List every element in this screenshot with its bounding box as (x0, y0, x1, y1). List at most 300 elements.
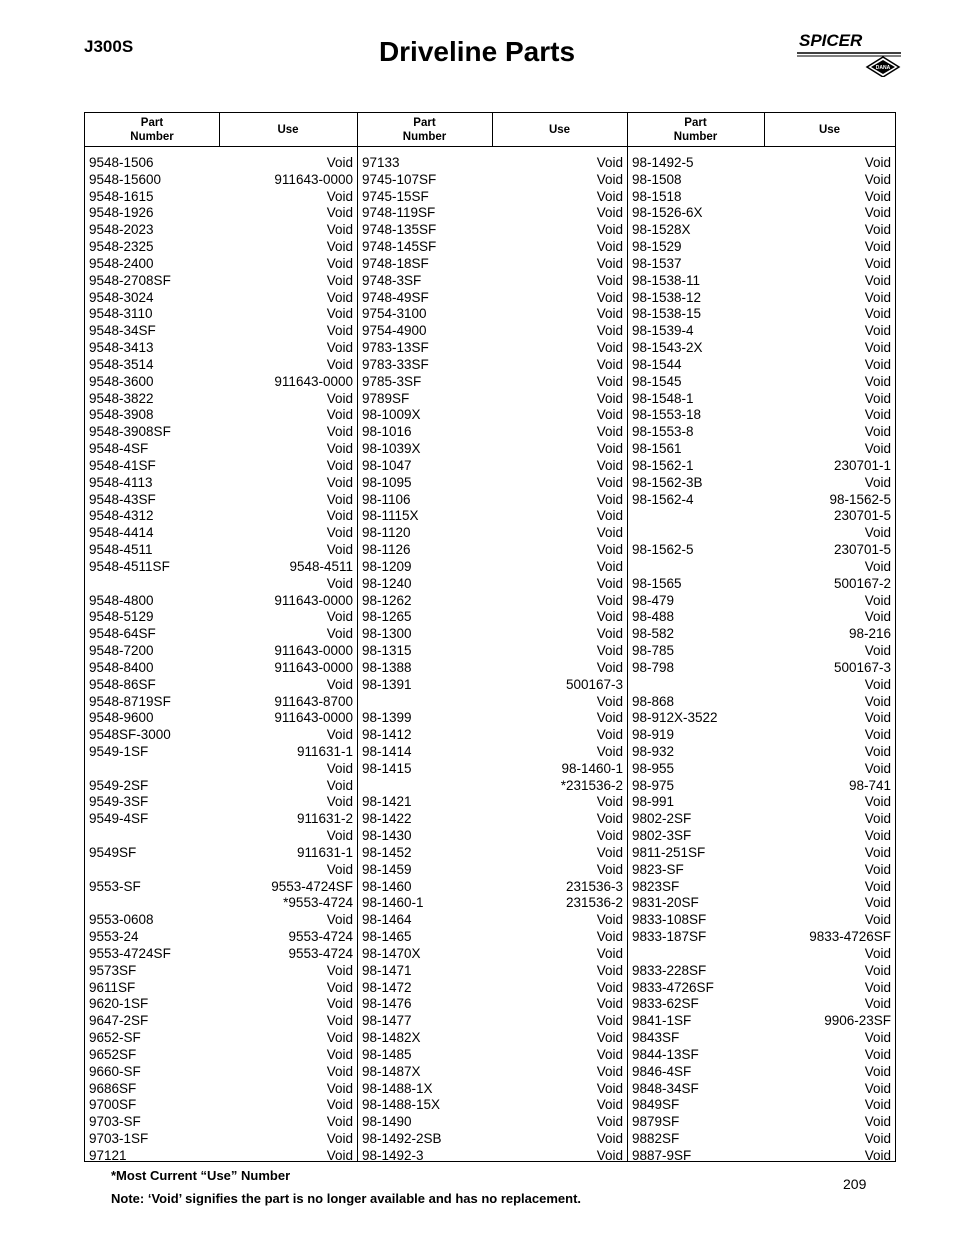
use-value: Void (596, 474, 623, 490)
part-number: 98-1528X (632, 222, 691, 238)
part-number: 9748-18SF (362, 255, 429, 271)
part-number: 98-1539-4 (632, 323, 694, 339)
use-value: Void (326, 760, 353, 776)
part-number: 9620-1SF (89, 996, 149, 1012)
table-row (85, 323, 357, 340)
part-number: 9548-4511SF (89, 558, 170, 574)
part-number: 98-955 (632, 760, 675, 776)
part-number: 9748-3SF (362, 272, 422, 288)
part-number: 9745-107SF (362, 171, 437, 187)
use-value: Void (596, 643, 623, 659)
part-number: 9811-251SF (632, 844, 706, 860)
table-row (628, 357, 895, 374)
table-row (358, 761, 627, 778)
use-value: Void (326, 525, 353, 541)
use-value: 9906-23SF (824, 1013, 891, 1029)
table-row (628, 273, 895, 290)
part-number: 98-1460 (362, 878, 412, 894)
header-divider (764, 113, 765, 146)
part-number: 9823SF (632, 878, 680, 894)
use-value: Void (326, 323, 353, 339)
use-value: Void (596, 188, 623, 204)
table-row (85, 593, 357, 610)
table-row (85, 155, 357, 172)
table-row (358, 626, 627, 643)
use-value: Void (864, 676, 891, 692)
use-value: Void (596, 743, 623, 759)
part-number: 98-1529 (632, 239, 682, 255)
table-row (628, 744, 895, 761)
table-row (358, 1097, 627, 1114)
use-value: Void (864, 945, 891, 961)
use-value: Void (596, 659, 623, 675)
part-number: 98-1477 (362, 1013, 412, 1029)
part-number: 9703-1SF (89, 1131, 149, 1147)
table-row (628, 323, 895, 340)
table-row (358, 340, 627, 357)
part-number: 9548-2023 (89, 222, 154, 238)
part-number: 98-1518 (632, 188, 682, 204)
part-number: 98-1412 (362, 727, 412, 743)
use-value: 500167-3 (833, 659, 891, 675)
part-number: 98-1488-1X (362, 1080, 433, 1096)
use-value: Void (326, 542, 353, 558)
use-value: Void (864, 1030, 891, 1046)
part-number: 98-1126 (362, 542, 411, 558)
part-number: 9849SF (632, 1097, 680, 1113)
table-row (85, 1064, 357, 1081)
part-number: 98-1471 (362, 962, 412, 978)
part-number: 98-1430 (362, 828, 412, 844)
table-row (85, 811, 357, 828)
use-value: Void (596, 272, 623, 288)
part-number: 9789SF (362, 390, 410, 406)
use-value: Void (864, 222, 891, 238)
table-row (85, 626, 357, 643)
table-row (85, 1114, 357, 1131)
use-value: 98-741 (848, 777, 891, 793)
part-number: 98-868 (632, 693, 675, 709)
part-number: 9831-20SF (632, 895, 699, 911)
table-row (358, 1064, 627, 1081)
use-value: Void (864, 962, 891, 978)
table-row (628, 996, 895, 1013)
part-number: 9549-3SF (89, 794, 149, 810)
part-number: 98-1476 (362, 996, 412, 1012)
use-value: Void (864, 895, 891, 911)
part-number: 98-1106 (362, 491, 411, 507)
part-number: 9823-SF (632, 861, 684, 877)
part-number: 9548-3908SF (89, 424, 171, 440)
table-row (85, 576, 357, 593)
use-value: Void (326, 861, 353, 877)
footnote-void: Note: ‘Void’ signifies the part is no longer available and has no replacement. (111, 1191, 582, 1206)
use-value: 98-1562-5 (829, 491, 891, 507)
part-number: 98-1562-3B (632, 474, 703, 490)
table-row (358, 1030, 627, 1047)
use-value: Void (596, 441, 623, 457)
part-number: 9882SF (632, 1131, 680, 1147)
parts-column-1 (85, 155, 357, 1165)
table-row (358, 845, 627, 862)
table-row (85, 794, 357, 811)
use-value: 911643-0000 (274, 592, 353, 608)
use-value: Void (596, 205, 623, 221)
header-part-number-1: Part Number (130, 116, 174, 143)
part-number: 98-582 (632, 626, 675, 642)
use-value: Void (326, 1063, 353, 1079)
use-value: Void (864, 743, 891, 759)
use-value: 230701-1 (833, 457, 891, 473)
part-number: 9548-34SF (89, 323, 156, 339)
use-value: Void (326, 340, 353, 356)
part-number: 98-1487X (362, 1063, 421, 1079)
table-row (85, 290, 357, 307)
part-number: 98-1526-6X (632, 205, 703, 221)
part-number: 98-1472 (362, 979, 412, 995)
table-row (85, 828, 357, 845)
table-row (628, 660, 895, 677)
table-row (628, 1013, 895, 1030)
table-row (628, 458, 895, 475)
part-number: 98-488 (632, 609, 675, 625)
use-value: Void (596, 356, 623, 372)
table-row (628, 475, 895, 492)
table-row (628, 811, 895, 828)
table-row (85, 609, 357, 626)
use-value: Void (864, 407, 891, 423)
use-value: Void (326, 794, 353, 810)
table-row (358, 492, 627, 509)
part-number: 98-1421 (362, 794, 412, 810)
use-value: Void (596, 457, 623, 473)
table-row (358, 256, 627, 273)
use-value: Void (596, 912, 623, 928)
table-row (358, 980, 627, 997)
part-number: 9548-3822 (89, 390, 154, 406)
use-value: 9553-4724 (288, 945, 353, 961)
use-value: Void (864, 861, 891, 877)
part-number: 9843SF (632, 1030, 680, 1046)
table-row (85, 643, 357, 660)
use-value: Void (596, 373, 623, 389)
use-value: Void (326, 457, 353, 473)
use-value: Void (596, 710, 623, 726)
table-row (628, 222, 895, 239)
use-value: Void (864, 558, 891, 574)
logo-sub: DANA (875, 65, 891, 71)
table-row (628, 1064, 895, 1081)
part-number: 9548-86SF (89, 676, 156, 692)
part-number: 98-1465 (362, 929, 412, 945)
use-value: Void (864, 1080, 891, 1096)
table-row (85, 1131, 357, 1148)
use-value: Void (596, 1013, 623, 1029)
table-row (85, 273, 357, 290)
use-value: Void (326, 155, 353, 170)
part-number: 98-1544 (632, 356, 682, 372)
table-row (358, 794, 627, 811)
part-number: 98-798 (632, 659, 675, 675)
table-row (358, 189, 627, 206)
use-value: 911643-0000 (274, 643, 353, 659)
part-number: 98-1009X (362, 407, 421, 423)
use-value: Void (326, 272, 353, 288)
use-value: *231536-2 (560, 777, 623, 793)
part-number: 9748-135SF (362, 222, 437, 238)
table-row (628, 643, 895, 660)
part-number: 9700SF (89, 1097, 137, 1113)
use-value: Void (326, 979, 353, 995)
part-number: 9553-24 (89, 929, 139, 945)
use-value: Void (864, 828, 891, 844)
part-number: 98-1538-11 (632, 272, 701, 288)
part-number: 9548-2708SF (89, 272, 171, 288)
table-row (85, 727, 357, 744)
use-value: 230701-5 (833, 508, 891, 524)
use-value: Void (596, 794, 623, 810)
use-value: Void (864, 171, 891, 187)
use-value: Void (864, 289, 891, 305)
table-row (85, 694, 357, 711)
use-value: Void (864, 155, 891, 170)
use-value: 500167-2 (833, 575, 891, 591)
use-value: 230701-5 (833, 542, 891, 558)
table-row (358, 407, 627, 424)
table-row (628, 508, 895, 525)
part-number: 98-919 (632, 727, 675, 743)
table-row (85, 660, 357, 677)
use-value: Void (864, 609, 891, 625)
table-row (85, 1097, 357, 1114)
table-row (85, 677, 357, 694)
parts-column-3 (628, 155, 895, 1165)
use-value: Void (864, 643, 891, 659)
use-value: *9553-4724 (283, 895, 353, 911)
table-row (628, 559, 895, 576)
table-row (85, 845, 357, 862)
part-number: 9887-9SF (632, 1147, 692, 1163)
catalog-code: J300S (84, 37, 134, 56)
part-number: 98-1492-2SB (362, 1131, 442, 1147)
use-value: Void (326, 188, 353, 204)
table-row (628, 794, 895, 811)
header-divider (219, 113, 220, 146)
use-value: Void (326, 996, 353, 1012)
table-row (358, 424, 627, 441)
use-value: 911643-0000 (274, 373, 353, 389)
use-value: 9548-4511 (289, 558, 353, 574)
table-row (628, 306, 895, 323)
table-row (628, 525, 895, 542)
part-number: 9783-13SF (362, 340, 429, 356)
use-value: Void (596, 1097, 623, 1113)
use-value: Void (864, 373, 891, 389)
part-number: 98-912X-3522 (632, 710, 718, 726)
use-value: Void (864, 1114, 891, 1130)
part-number: 98-975 (632, 777, 675, 793)
use-value: Void (864, 996, 891, 1012)
use-value: Void (596, 609, 623, 625)
use-value: Void (596, 525, 623, 541)
part-number: 98-479 (632, 592, 675, 608)
table-row (628, 609, 895, 626)
table-row (358, 391, 627, 408)
use-value: 911643-8700 (274, 693, 353, 709)
use-value: Void (326, 474, 353, 490)
use-value: Void (864, 424, 891, 440)
use-value: 9833-4726SF (809, 929, 891, 945)
table-row (85, 542, 357, 559)
use-value: Void (596, 592, 623, 608)
part-number: 9548-3600 (89, 373, 154, 389)
table-row (85, 963, 357, 980)
part-number: 9783-33SF (362, 356, 429, 372)
part-number: 9548-3413 (89, 340, 154, 356)
part-number: 9548SF-3000 (89, 727, 171, 743)
use-value: Void (326, 828, 353, 844)
use-value: Void (864, 306, 891, 322)
table-row (358, 1013, 627, 1030)
table-row (358, 694, 627, 711)
part-number: 9652SF (89, 1046, 137, 1062)
table-row (358, 1114, 627, 1131)
use-value: Void (326, 1131, 353, 1147)
part-number: 98-1488-15X (362, 1097, 441, 1113)
table-row (85, 946, 357, 963)
table-row (628, 761, 895, 778)
use-value: Void (864, 390, 891, 406)
use-value: Void (326, 676, 353, 692)
use-value: Void (596, 1046, 623, 1062)
use-value: Void (596, 171, 623, 187)
use-value: Void (326, 205, 353, 221)
table-row (85, 458, 357, 475)
part-number: 98-1460-1 (362, 895, 424, 911)
table-row (628, 1030, 895, 1047)
use-value: Void (596, 996, 623, 1012)
part-number: 9549-2SF (89, 777, 149, 793)
table-row (85, 340, 357, 357)
use-value: Void (864, 356, 891, 372)
table-row (85, 996, 357, 1013)
part-number: 98-1388 (362, 659, 412, 675)
use-value: Void (326, 390, 353, 406)
table-row (358, 222, 627, 239)
table-row (85, 374, 357, 391)
part-number: 9844-13SF (632, 1046, 699, 1062)
part-number: 9553-SF (89, 878, 141, 894)
table-row (628, 492, 895, 509)
part-number: 9548-4SF (89, 441, 149, 457)
use-value: Void (326, 407, 353, 423)
use-value: Void (596, 1080, 623, 1096)
part-number: 9548-15600 (89, 171, 162, 187)
part-number: 9748-145SF (362, 239, 437, 255)
table-row (628, 1114, 895, 1131)
part-number: 9754-3100 (362, 306, 427, 322)
use-value: Void (596, 239, 623, 255)
part-number: 98-1538-12 (632, 289, 702, 305)
part-number: 9548-3514 (89, 356, 154, 372)
table-row (628, 1047, 895, 1064)
part-number: 9686SF (89, 1080, 137, 1096)
use-value: Void (596, 575, 623, 591)
part-number: 98-1464 (362, 912, 412, 928)
part-number: 9548-3908 (89, 407, 154, 423)
part-number: 9745-15SF (362, 188, 429, 204)
table-row (85, 189, 357, 206)
table-row (628, 895, 895, 912)
part-number: 98-1562-5 (632, 542, 694, 558)
table-row (358, 441, 627, 458)
part-number: 98-1562-4 (632, 491, 694, 507)
part-number: 9748-119SF (362, 205, 436, 221)
part-number: 9573SF (89, 962, 137, 978)
table-row (628, 155, 895, 172)
part-number: 98-1543-2X (632, 340, 703, 356)
table-row (628, 424, 895, 441)
use-value: Void (864, 188, 891, 204)
use-value: Void (596, 727, 623, 743)
table-row (628, 1097, 895, 1114)
footnote-most-current: *Most Current “Use” Number (111, 1168, 291, 1183)
part-number: 98-1490 (362, 1114, 412, 1130)
use-value: Void (596, 626, 623, 642)
use-value: Void (864, 794, 891, 810)
part-number: 98-1120 (362, 525, 411, 541)
part-number: 98-1115X (362, 508, 419, 524)
use-value: Void (596, 844, 623, 860)
use-value: Void (596, 1147, 623, 1163)
table-row (358, 963, 627, 980)
part-number: 98-1553-8 (632, 424, 694, 440)
use-value: Void (596, 542, 623, 558)
part-number: 9841-1SF (632, 1013, 692, 1029)
part-number: 98-1240 (362, 575, 412, 591)
part-number: 98-1391 (362, 676, 412, 692)
use-value: Void (864, 727, 891, 743)
use-value: Void (326, 289, 353, 305)
table-row (628, 542, 895, 559)
table-row (85, 912, 357, 929)
part-number: 98-1548-1 (632, 390, 694, 406)
header-part-number-2: Part Number (402, 116, 447, 143)
part-number: 9848-34SF (632, 1080, 699, 1096)
table-row (85, 508, 357, 525)
table-row (358, 778, 627, 795)
use-value: Void (326, 306, 353, 322)
table-row (628, 1131, 895, 1148)
table-row (85, 525, 357, 542)
header-divider (492, 113, 493, 146)
use-value: Void (596, 155, 623, 170)
part-number: 9548-1506 (89, 155, 154, 170)
use-value: Void (864, 239, 891, 255)
use-value: Void (326, 1013, 353, 1029)
part-number: 9802-3SF (632, 828, 692, 844)
use-value: Void (596, 1030, 623, 1046)
table-row (628, 980, 895, 997)
table-row (85, 256, 357, 273)
part-number: 9548-4511 (89, 542, 153, 558)
table-row (358, 357, 627, 374)
table-row (628, 946, 895, 963)
use-value: Void (864, 323, 891, 339)
part-number: 98-1415 (362, 760, 412, 776)
table-row (358, 895, 627, 912)
table-row (628, 626, 895, 643)
